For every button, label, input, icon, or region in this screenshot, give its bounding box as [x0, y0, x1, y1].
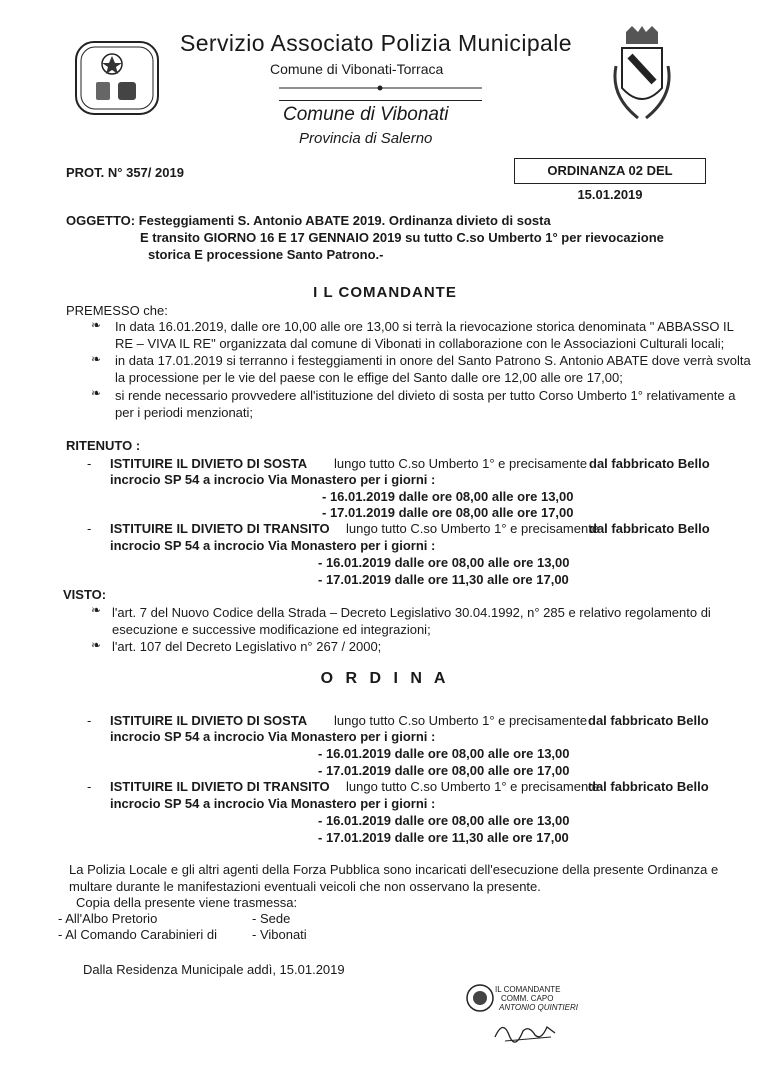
visto-item-2: l'art. 107 del Decreto Legislativo n° 267 / 2000; — [112, 639, 382, 654]
premesso-item-2-l2: la processione per le vie del paese con le effige del Santo dalle ore 12,00 alle ore 17,00; — [115, 370, 623, 385]
closing-line-1: La Polizia Locale e gli altri agenti della Forza Pubblica sono incaricati dell'esecuzione della presente Ordinanza e — [69, 862, 719, 877]
ritenuto-sosta-tail: dal fabbricato Bello — [589, 456, 710, 471]
ritenuto-transito-tail: dal fabbricato Bello — [589, 521, 710, 536]
copy-note: Copia della presente viene trasmessa: — [76, 895, 298, 910]
signatory-rank: COMM. CAPO — [501, 994, 554, 1003]
ordina-sosta-date-2: - 17.01.2019 dalle ore 08,00 alle ore 17,00 — [318, 763, 570, 778]
ordina-sosta-date-1: - 16.01.2019 dalle ore 08,00 alle ore 13,00 — [318, 746, 570, 761]
ritenuto-sosta-date-1: - 16.01.2019 dalle ore 08,00 alle ore 13,00 — [322, 489, 574, 504]
subject-block — [66, 212, 664, 263]
ritenuto-transito-mid: lungo tutto C.so Umberto 1° e precisamente — [346, 521, 600, 536]
official-stamp — [465, 983, 495, 1013]
dash: - — [87, 456, 92, 471]
ordina-heading: O R D I N A — [320, 670, 450, 687]
recipient-2: - Al Comando Carabinieri di — [58, 927, 217, 942]
subject-line-1: OGGETTO: Festeggiamenti S. Antonio ABATE 2019. Ordinanza divieto di sosta — [66, 213, 551, 228]
signature-block — [495, 985, 578, 1012]
recipient-1-dest: - Sede — [252, 911, 291, 926]
header-divider — [0, 84, 770, 92]
protocol-number: PROT. N° 357/ 2019 — [66, 165, 184, 180]
premesso-item-3-l2: per i periodi menzionati; — [115, 405, 254, 420]
ritenuto-sosta-date-2: - 17.01.2019 dalle ore 08,00 alle ore 17,00 — [322, 505, 574, 520]
ritenuto-transito-date-2: - 17.01.2019 dalle ore 11,30 alle ore 17,00 — [318, 572, 569, 587]
dash: - — [87, 521, 92, 536]
ordina-transito-head: ISTITUIRE IL DIVIETO DI TRANSITO — [110, 779, 330, 794]
closing-line-2: multare durante le manifestazioni eventuali veicoli che non osservano la presente. — [69, 879, 541, 894]
leaf-bullet-icon: ❧ — [91, 318, 102, 332]
ordina-sosta-mid: lungo tutto C.so Umberto 1° e precisamente — [334, 713, 588, 728]
police-badge-logo — [72, 38, 162, 118]
dash: - — [87, 713, 92, 728]
ordina-sosta-head: ISTITUIRE IL DIVIETO DI SOSTA — [110, 713, 308, 728]
recipient-2-dest: - Vibonati — [252, 927, 307, 942]
leaf-bullet-icon: ❧ — [91, 603, 102, 617]
recipient-1: - All'Albo Pretorio — [58, 911, 158, 926]
visto-label: VISTO: — [63, 587, 107, 602]
subject-line-2: E transito GIORNO 16 E 17 GENNAIO 2019 su tutto C.so Umberto 1° per rievocazione — [140, 230, 664, 245]
header-provincia: Provincia di Salerno — [299, 130, 433, 147]
signatory-title: IL COMANDANTE — [495, 985, 561, 994]
premesso-item-1-l2: RE – VIVA IL RE" organizzata dal comune di Vibonati in collaborazione con le Associazioni Culturali locali; — [115, 336, 725, 351]
ordinance-box: ORDINANZA 02 DEL 15.01.2019 — [514, 158, 706, 184]
ritenuto-transito-head: ISTITUIRE IL DIVIETO DI TRANSITO — [110, 521, 330, 536]
place-date: Dalla Residenza Municipale addì, 15.01.2019 — [83, 962, 345, 977]
ordina-transito-date-2: - 17.01.2019 dalle ore 11,30 alle ore 17,00 — [318, 830, 569, 845]
header-subtitle: Comune di Vibonati-Torraca — [270, 61, 444, 77]
dash: - — [87, 779, 92, 794]
ordina-transito-mid: lungo tutto C.so Umberto 1° e precisamente — [346, 779, 600, 794]
leaf-bullet-icon: ❧ — [91, 386, 102, 400]
premesso-item-2-l1: in data 17.01.2019 si terranno i festeggiamenti in onore del Santo Patrono S. Antonio ABATE dove verrà svolta — [115, 353, 751, 368]
signatory-name: ANTONIO QUINTIERI — [499, 1003, 578, 1012]
premesso-label: PREMESSO che: — [66, 303, 168, 318]
visto-item-1-l1: l'art. 7 del Nuovo Codice della Strada – Decreto Legislativo 30.04.1992, n° 285 e relativo regolamento di — [112, 605, 711, 620]
leaf-bullet-icon: ❧ — [91, 638, 102, 652]
comandante-heading: I L COMANDANTE — [313, 284, 457, 301]
ritenuto-label: RITENUTO : — [66, 438, 141, 453]
leaf-bullet-icon: ❧ — [91, 352, 102, 366]
visto-item-1-l2: esecuzione e successive modificazione ed integrazioni; — [112, 622, 431, 637]
premesso-item-3-l1: si rende necessario provvedere all'istituzione del divieto di sosta per tutto Corso Umberto 1° relativamente a — [115, 388, 736, 403]
subject-line-3: storica E processione Santo Patrono.- — [148, 247, 384, 262]
ordina-transito-date-1: - 16.01.2019 dalle ore 08,00 alle ore 13,00 — [318, 813, 570, 828]
header-title: Servizio Associato Polizia Municipale — [180, 30, 572, 56]
municipal-crest-logo — [608, 26, 676, 126]
header-rule — [279, 100, 482, 101]
ritenuto-sosta-mid: lungo tutto C.so Umberto 1° e precisamente — [334, 456, 588, 471]
ritenuto-transito-l2: incrocio SP 54 a incrocio Via Monastero per i giorni : — [110, 538, 436, 553]
ritenuto-sosta-head: ISTITUIRE IL DIVIETO DI SOSTA — [110, 456, 308, 471]
handwritten-signature — [485, 1015, 565, 1045]
ritenuto-transito-date-1: - 16.01.2019 dalle ore 08,00 alle ore 13,00 — [318, 555, 570, 570]
ritenuto-sosta-l2: incrocio SP 54 a incrocio Via Monastero per i giorni : — [110, 472, 436, 487]
ordina-transito-l2: incrocio SP 54 a incrocio Via Monastero per i giorni : — [110, 796, 436, 811]
ordina-transito-tail: dal fabbricato Bello — [588, 779, 709, 794]
premesso-item-1-l1: In data 16.01.2019, dalle ore 10,00 alle ore 13,00 si terrà la rievocazione storica denominata " ABBASSO IL — [115, 319, 734, 334]
header-comune: Comune di Vibonati — [283, 104, 449, 125]
ordina-sosta-tail: dal fabbricato Bello — [588, 713, 709, 728]
ordina-sosta-l2: incrocio SP 54 a incrocio Via Monastero per i giorni : — [110, 729, 436, 744]
